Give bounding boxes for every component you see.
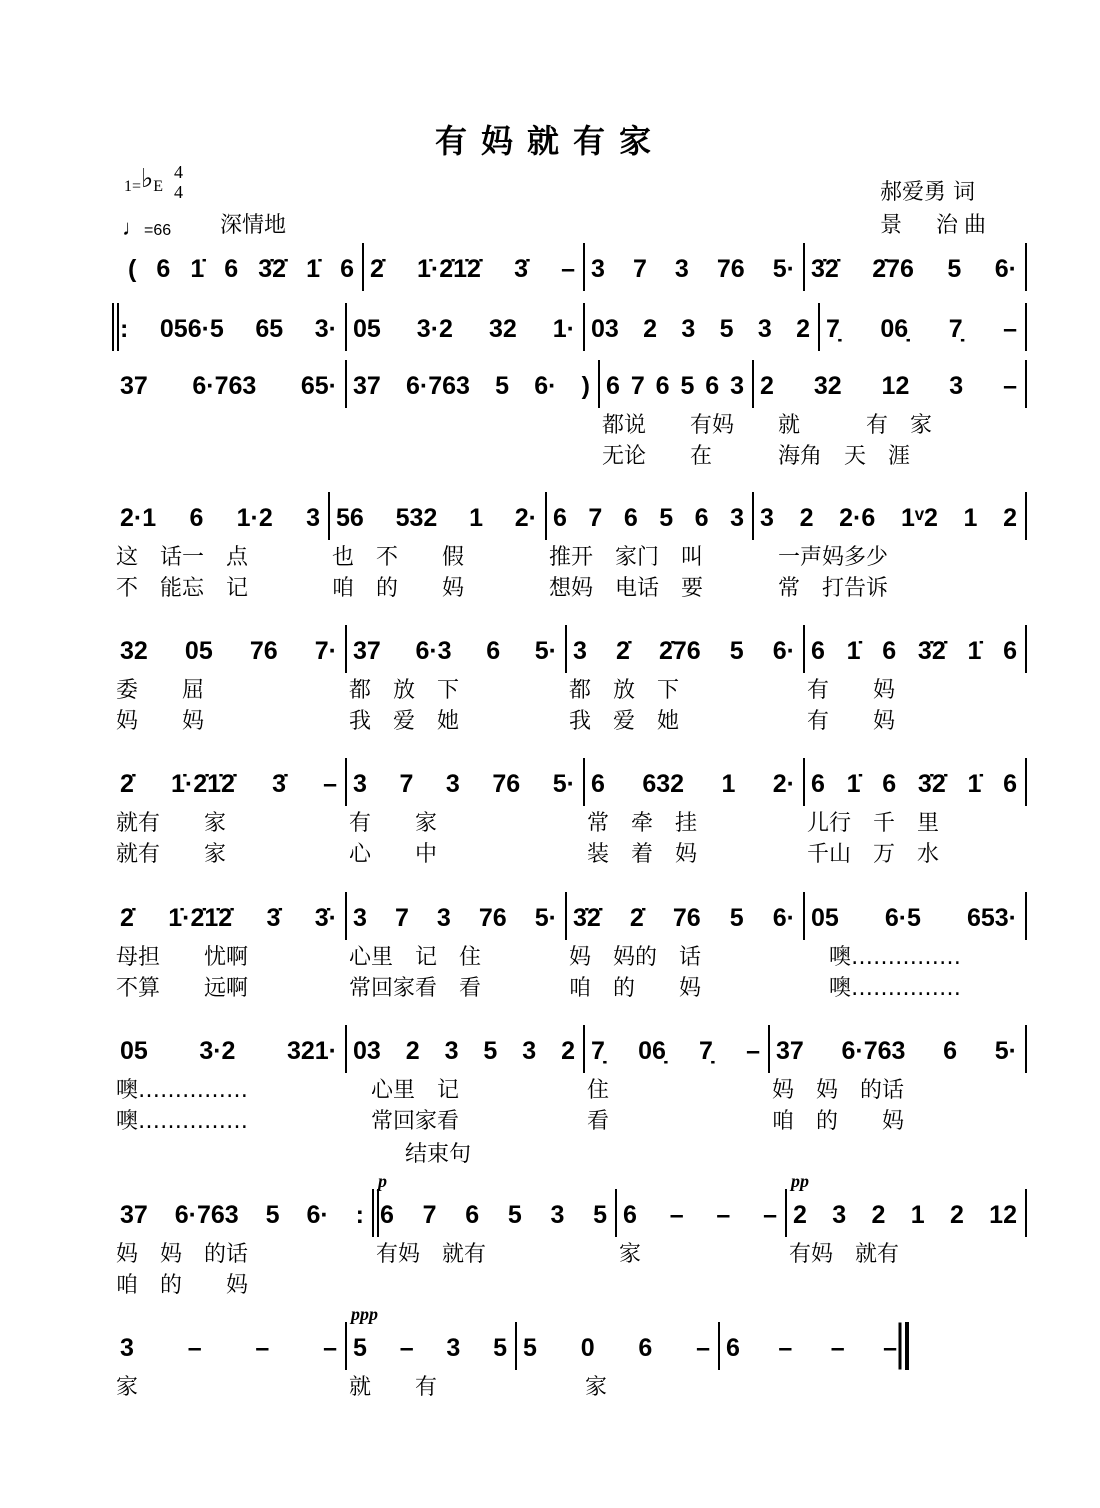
barline: [1025, 758, 1027, 806]
lyrics-verse-1: 母担 忧啊: [116, 945, 249, 970]
lyrics-verse-1: 这 话一 点: [116, 545, 249, 570]
score-row: [0, 1304, 1100, 1452]
measure: [112, 1199, 372, 1301]
measure: [615, 1199, 785, 1301]
lyrics-verse-2: 不算 远啊: [116, 976, 249, 1001]
lyrics-verse-1: 都说 有妈: [602, 413, 735, 438]
measure-notes: 32 05 76 7·: [120, 637, 337, 665]
score-row: [0, 768, 1100, 888]
measure-notes: 37 6·763 5 6· :: [120, 1201, 364, 1229]
lyricist-credit: 郝爱勇 词: [880, 180, 975, 205]
lyrics-verse-1: 有妈 就有: [376, 1242, 487, 1267]
measure-notes: 03 2 3 5 3 2: [591, 315, 810, 343]
lyrics-verse-2: [372, 1270, 615, 1301]
lyrics-verse-2: [345, 1403, 515, 1434]
lyrics-verse-2: 常 打告诉: [756, 576, 889, 601]
measure-notes: 3 2 2·6 1ᵛ2 1 2: [760, 504, 1017, 532]
dynamic-marking: p: [378, 1171, 387, 1191]
lyrics-verse-2: [615, 1270, 785, 1301]
measure: [583, 768, 803, 870]
measure-notes: 7̣ 06̣ 7̣ –: [826, 315, 1017, 343]
lyrics-verse-2: [112, 1403, 345, 1434]
measure-notes: 2̇ 1̇·2̇1̇2̇ 3̇ –: [120, 770, 337, 798]
measure-notes: 5 0 6 –: [523, 1334, 710, 1362]
lyrics-verse-2: [112, 441, 345, 472]
lyrics-verse-1: 都 放 下: [349, 678, 460, 703]
dynamic-marking: pp: [791, 1171, 809, 1191]
measure: [752, 370, 1025, 472]
lyrics-verse-1: 家: [519, 1375, 608, 1400]
measure-notes: 37 6·3 6 5·: [353, 637, 557, 665]
measure: [112, 370, 345, 472]
barline: [905, 1322, 909, 1370]
measure: [718, 1332, 905, 1434]
score-row: [0, 635, 1100, 755]
lyrics-verse-2: [345, 441, 598, 472]
lyrics-verse-2: 不 能忘 记: [116, 576, 249, 601]
measure: [345, 1304, 515, 1434]
key-prefix: 1=: [124, 178, 142, 195]
measure: [583, 1035, 768, 1137]
score-row: [0, 502, 1100, 622]
barline: [1025, 492, 1027, 540]
measure-notes: ( 6 1̇ 6 3̇2̇ 1̇ 6: [128, 255, 354, 283]
time-signature: [174, 162, 183, 202]
lyrics-verse-2: 常回家看 看: [349, 976, 482, 1001]
measure-notes: 6 632 1 2·: [591, 770, 795, 798]
measure-notes: 3 2̇ 2̇76 5 6·: [573, 637, 795, 665]
lyrics-verse-2: [785, 1270, 1025, 1301]
measure: [565, 902, 803, 1004]
measure-notes: 03 2 3 5 3 2: [353, 1037, 575, 1065]
lyrics-verse-1: 有 家: [349, 811, 438, 836]
score-row: [0, 370, 1100, 490]
measure-notes: 6 1̇ 6 3̇2̇ 1̇ 6: [811, 637, 1017, 665]
measure-notes: 2̇ 1̇·2̇1̇2̇ 3̇ –: [370, 255, 575, 283]
barline: [1025, 360, 1027, 408]
measure: [768, 1035, 1025, 1137]
barline: [1025, 1189, 1027, 1237]
measure-notes: 6 7 6 5 6 3: [553, 504, 744, 532]
lyrics-verse-2: 噢……………: [807, 976, 962, 1001]
measure: [112, 635, 345, 737]
lyrics-verse-2: 就有 家: [116, 842, 227, 867]
measure: [345, 635, 565, 737]
lyrics-verse-1: [345, 410, 598, 441]
measure: [112, 902, 345, 1004]
measure-notes: 37 6·763 65·: [120, 372, 337, 400]
lyrics-verse-2: 装 着 妈: [587, 842, 698, 867]
measure: [345, 370, 598, 472]
measure-notes: 37 6·763 6 5·: [776, 1037, 1017, 1065]
measure-notes: 56 532 1 2·: [336, 504, 537, 532]
measure: [112, 768, 345, 870]
lyrics-verse-1: 委 屈: [116, 678, 205, 703]
key-note: E: [153, 178, 164, 195]
song-title: 有妈就有家: [434, 122, 665, 160]
tempo-value: =66: [144, 222, 172, 239]
lyrics-verse-2: 噢……………: [116, 1109, 249, 1134]
time-bottom: 4: [174, 182, 183, 202]
barline: [1025, 625, 1027, 673]
lyrics-verse-2: [515, 1403, 718, 1434]
key-signature: [124, 162, 183, 202]
time-top: 4: [174, 162, 183, 182]
lyrics-verse-2: 咱 的 妈: [116, 1273, 249, 1298]
measure-notes: 2·1 6 1·2 3: [120, 504, 320, 532]
barline: [1025, 1025, 1027, 1073]
measure: [328, 502, 545, 604]
measure-notes: 6 7 6 5 3 5: [380, 1201, 607, 1229]
lyrics-verse-1: 噢……………: [807, 945, 962, 970]
lyrics-verse-2: 看: [587, 1109, 610, 1134]
measure: [112, 1035, 345, 1137]
lyrics-verse-1: 心里 记: [349, 1078, 460, 1103]
lyrics-verse-2: 海角 天 涯: [756, 444, 911, 469]
lyrics-verse-1: 有妈 就有: [789, 1242, 900, 1267]
lyrics-verse-1: 有 妈: [807, 678, 896, 703]
measure-notes: 3 7 3 76 5·: [591, 255, 795, 283]
composer-credit: 景 治曲: [880, 213, 993, 238]
measure-notes: 3̇2̇ 2̇76 5 6·: [811, 255, 1017, 283]
measure-notes: 6 – – –: [726, 1334, 897, 1362]
measure: [112, 502, 328, 604]
measure-notes: 2 32 12 3 –: [760, 372, 1017, 400]
flat-icon: ♭: [141, 164, 154, 193]
measure: [345, 1035, 583, 1137]
measure: [752, 502, 1025, 604]
lyrics-verse-2: 我 爱 她: [569, 709, 680, 734]
lyrics-verse-1: 家: [619, 1242, 642, 1267]
lyrics-verse-1: 住: [587, 1078, 610, 1103]
measure: [545, 502, 752, 604]
lyrics-verse-2: 咱 的 妈: [332, 576, 465, 601]
measure: [598, 370, 752, 472]
measure: [803, 902, 1025, 1004]
lyrics-verse-1: 妈 妈的 话: [569, 945, 702, 970]
lyrics-verse-2: 妈 妈: [116, 709, 205, 734]
measure-notes: 2 3 2 1 2 12: [793, 1201, 1017, 1229]
measure: [345, 768, 583, 870]
tempo-marking: [122, 215, 171, 241]
measure: [565, 635, 803, 737]
measure-notes: 2̇ 1̇·2̇1̇2̇ 3̇ 3̇·: [120, 904, 337, 932]
lyrics-verse-2: 常回家看: [349, 1109, 460, 1134]
lyrics-verse-2: 有 妈: [807, 709, 896, 734]
measure-notes: 3 – – –: [120, 1334, 337, 1362]
measure: [112, 1332, 345, 1434]
barline: [1025, 892, 1027, 940]
barline: [1025, 303, 1027, 351]
section-label: 结束句: [405, 1142, 472, 1167]
lyrics-verse-2: 我 爱 她: [349, 709, 460, 734]
measure-notes: 37 6·763 5 6· ): [353, 372, 590, 400]
lyrics-verse-1: 就有 家: [116, 811, 227, 836]
lyrics-verse-1: 也 不 假: [332, 545, 465, 570]
measure-notes: 05 3·2 321·: [120, 1037, 337, 1065]
lyrics-verse-1: 妈 妈 的话: [772, 1078, 905, 1103]
lyrics-verse-2: 想妈 电话 要: [549, 576, 704, 601]
measure-notes: 3 7 3 76 5·: [353, 904, 557, 932]
dynamic-marking: ppp: [351, 1304, 378, 1324]
lyrics-verse-1: [718, 1372, 905, 1403]
lyrics-verse-2: 无论 在: [602, 444, 713, 469]
lyrics-verse-2: 咱 的 妈: [569, 976, 702, 1001]
lyrics-verse-1: 妈 妈 的话: [116, 1242, 249, 1267]
measure-notes: 6 7 6 5 6 3: [606, 372, 744, 400]
measure-notes: 05 6·5 653·: [811, 904, 1017, 932]
quarter-note-icon: ♩: [122, 215, 144, 240]
lyrics-verse-1: 噢……………: [116, 1078, 249, 1103]
measure-notes: 6 1̇ 6 3̇2̇ 1̇ 6: [811, 770, 1017, 798]
measure: [345, 902, 565, 1004]
lyrics-verse-1: 常 牵 挂: [587, 811, 698, 836]
score-row: [0, 1142, 1100, 1319]
score-row: [0, 902, 1100, 1022]
measure-notes: 7̣ 06̣ 7̣ –: [591, 1037, 760, 1065]
lyrics-verse-1: 就 有 家: [756, 413, 933, 438]
expression-marking: 深情地: [220, 213, 287, 238]
lyrics-verse-1: 一声妈多少: [756, 545, 889, 570]
lyrics-verse-1: [112, 410, 345, 441]
measure-notes: 6 – – –: [623, 1201, 777, 1229]
measure-notes: : 056·5 65 3·: [120, 315, 337, 343]
lyrics-verse-2: 千山 万 水: [807, 842, 940, 867]
measure: [515, 1332, 718, 1434]
lyrics-verse-2: [718, 1403, 905, 1434]
lyrics-verse-1: 心里 记 住: [349, 945, 482, 970]
measure: [803, 768, 1025, 870]
measure-notes: 3 7 3 76 5·: [353, 770, 575, 798]
lyrics-verse-1: 儿行 千 里: [807, 811, 940, 836]
barline: [1025, 243, 1027, 291]
measure-notes: 05 3·2 32 1·: [353, 315, 575, 343]
measure: [803, 635, 1025, 737]
measure-notes: 5 – 3 5: [353, 1334, 507, 1362]
measure: [785, 1171, 1025, 1301]
measure-notes: 3̇2̇ 2̇ 76 5 6·: [573, 904, 795, 932]
lyrics-verse-1: 就 有: [349, 1375, 438, 1400]
lyrics-verse-1: 推开 家门 叫: [549, 545, 704, 570]
lyrics-verse-1: 都 放 下: [569, 678, 680, 703]
score-row: [0, 1035, 1100, 1155]
lyrics-verse-1: 家: [116, 1375, 139, 1400]
measure: [372, 1171, 615, 1301]
lyrics-verse-2: 心 中: [349, 842, 438, 867]
lyrics-verse-2: 咱 的 妈: [772, 1109, 905, 1134]
